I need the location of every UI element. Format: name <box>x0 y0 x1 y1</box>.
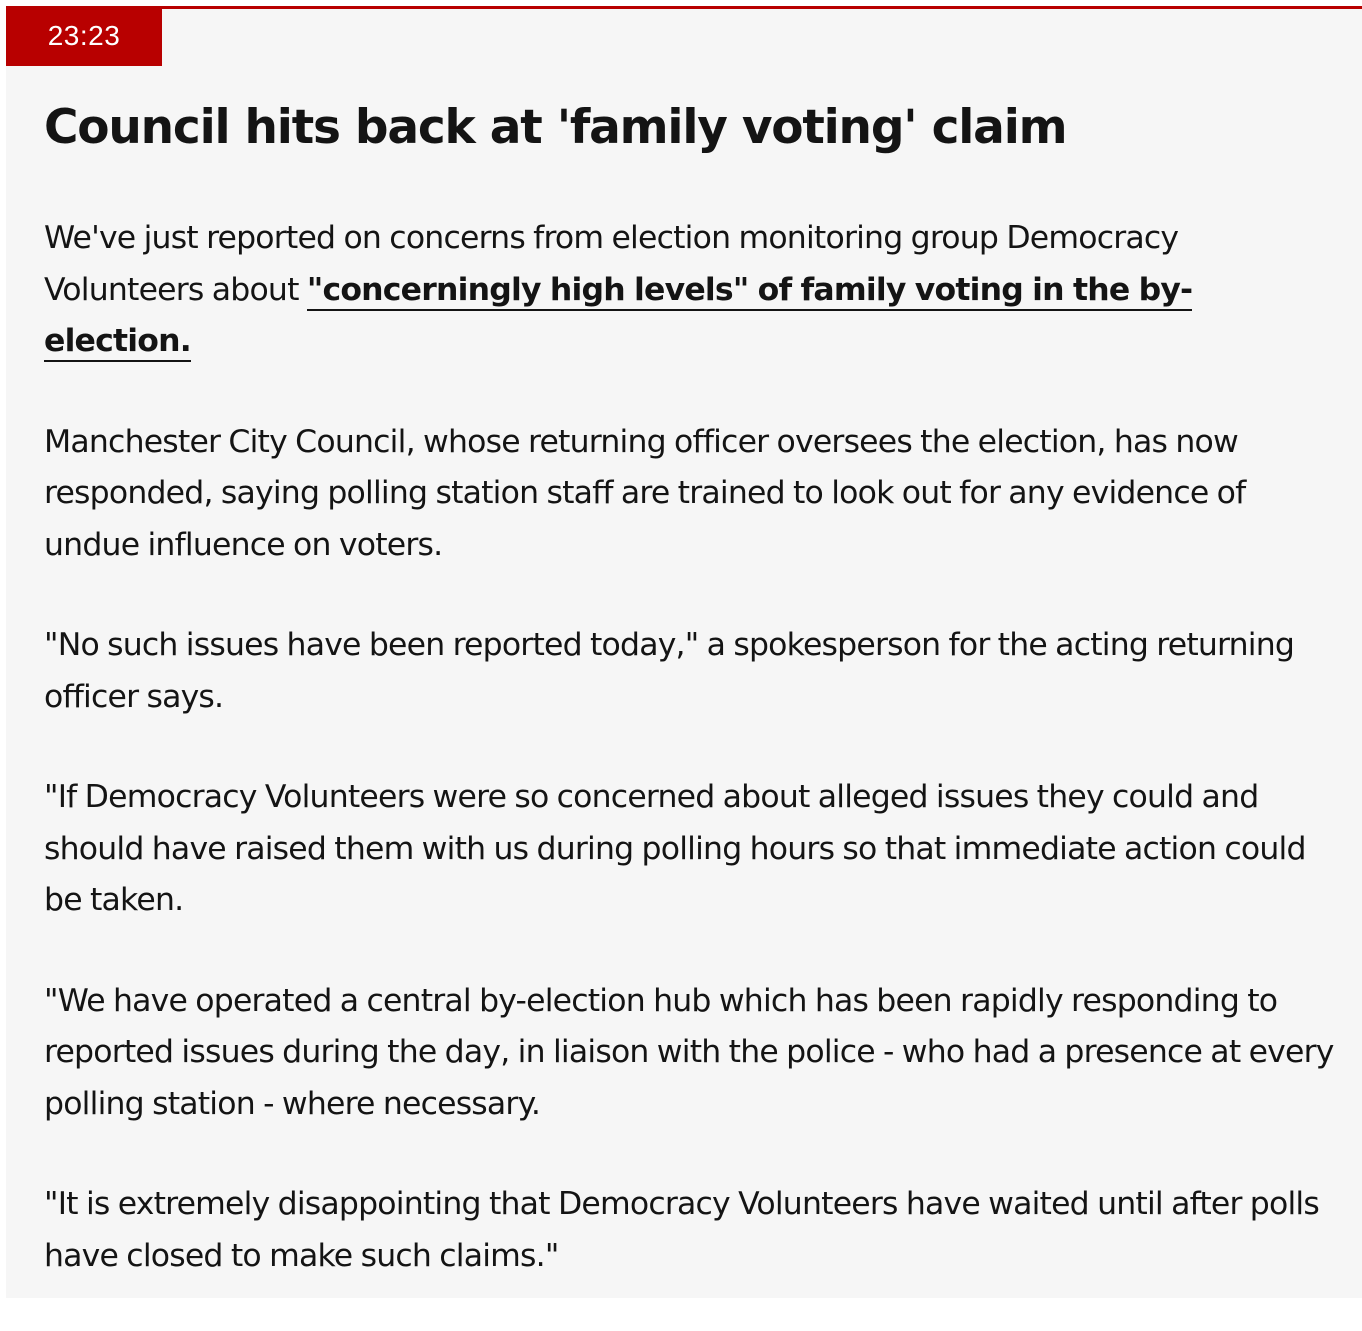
paragraph-disappointment-quote: "It is extremely disappointing that Democracy Volunteers have waited until after polls have closed to make such claims." <box>44 1186 1319 1274</box>
paragraph-council-response: Manchester City Council, whose returning officer oversees the election, has now responded, saying polling station staff are trained to look out for any evidence of undue influence on voters. <box>44 423 1246 563</box>
post-body <box>44 213 1334 1331</box>
paragraph-intro <box>44 213 1334 368</box>
paragraph-spokesperson-quote: "No such issues have been reported today," a spokesperson for the acting returning officer says. <box>44 627 1295 715</box>
paragraph-intro-text: We've just reported on concerns from election monitoring group Democracy Volunteers about <box>44 220 1179 308</box>
timestamp-badge: 23:23 <box>6 8 162 66</box>
live-post-card <box>6 6 1362 1298</box>
post-headline: Council hits back at 'family voting' claim <box>44 100 1067 155</box>
paragraph-hub-quote: "We have operated a central by-election hub which has been rapidly responding to reported issues during the day, in liaison with the police - who had a presence at every polling station - where necessary. <box>44 982 1334 1122</box>
family-voting-report-link[interactable]: "concerningly high levels" of family voting in the by-election. <box>44 272 1192 363</box>
paragraph-concern-quote: "If Democracy Volunteers were so concerned about alleged issues they could and should have raised them with us during polling hours so that immediate action could be taken. <box>44 779 1306 918</box>
